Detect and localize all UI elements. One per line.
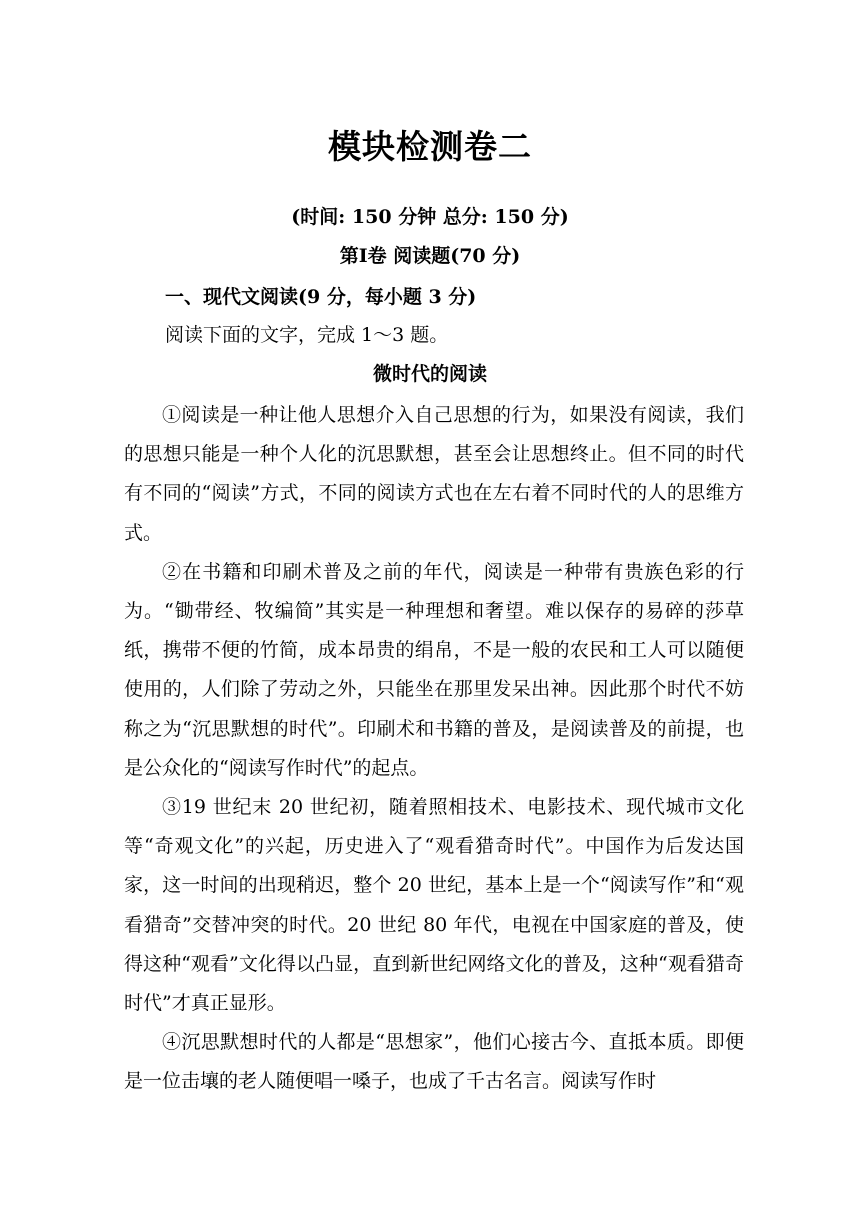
paragraph-1: ①阅读是一种让他人思想介入自己思想的行为，如果没有阅读，我们的思想只能是一种个人化的沉思默想，甚至会让思想终止。但不同的时代有不同的“阅读”方式，不同的阅读方式也在左右着不同时代的人的思维方式。 [124,404,744,544]
section-heading: 一、现代文阅读(9 分，每小题 3 分) [165,286,477,308]
article-body [124,396,744,1102]
article-title: 微时代的阅读 [372,363,487,385]
instruction-text: 阅读下面的文字，完成 1～3 题。 [165,324,449,346]
exam-info: (时间: 150 分钟 总分: 150 分) [291,206,569,228]
paragraph-2: ②在书籍和印刷术普及之前的年代，阅读是一种带有贵族色彩的行为。“锄带经、牧编简”其实是一种理想和奢望。难以保存的易碎的莎草纸，携带不便的竹简，成本昂贵的绢帛，不是一般的农民和工人可以随便使用的，人们除了劳动之外，只能坐在那里发呆出神。因此那个时代不妨称之为“沉思默想的时代”。印刷术和书籍的普及，是阅读普及的前提，也是公众化的“阅读写作时代”的起点。 [124,560,744,779]
paragraph-4: ④沉思默想时代的人都是“思想家”，他们心接古今、直抵本质。即便是一位击壤的老人随便唱一嗓子，也成了千古名言。阅读写作时 [124,1031,744,1093]
part-heading: 第Ⅰ卷 阅读题(70 分) [339,245,521,267]
document-title: 模块检测卷二 [328,127,532,166]
paragraph-3: ③19 世纪末 20 世纪初，随着照相技术、电影技术、现代城市文化等“奇观文化”的兴起，历史进入了“观看猎奇时代”。中国作为后发达国家，这一时间的出现稍迟，整个 20 世纪，基本上是一个“阅读写作”和“观看猎奇”交替冲突的时代。20 世纪 80 年代，电视在中国家庭的普及，使得这种“观看”文化得以凸显，直到新世纪网络文化的普及，这种“观看猎奇时代”才真正显形。 [124,796,744,1015]
